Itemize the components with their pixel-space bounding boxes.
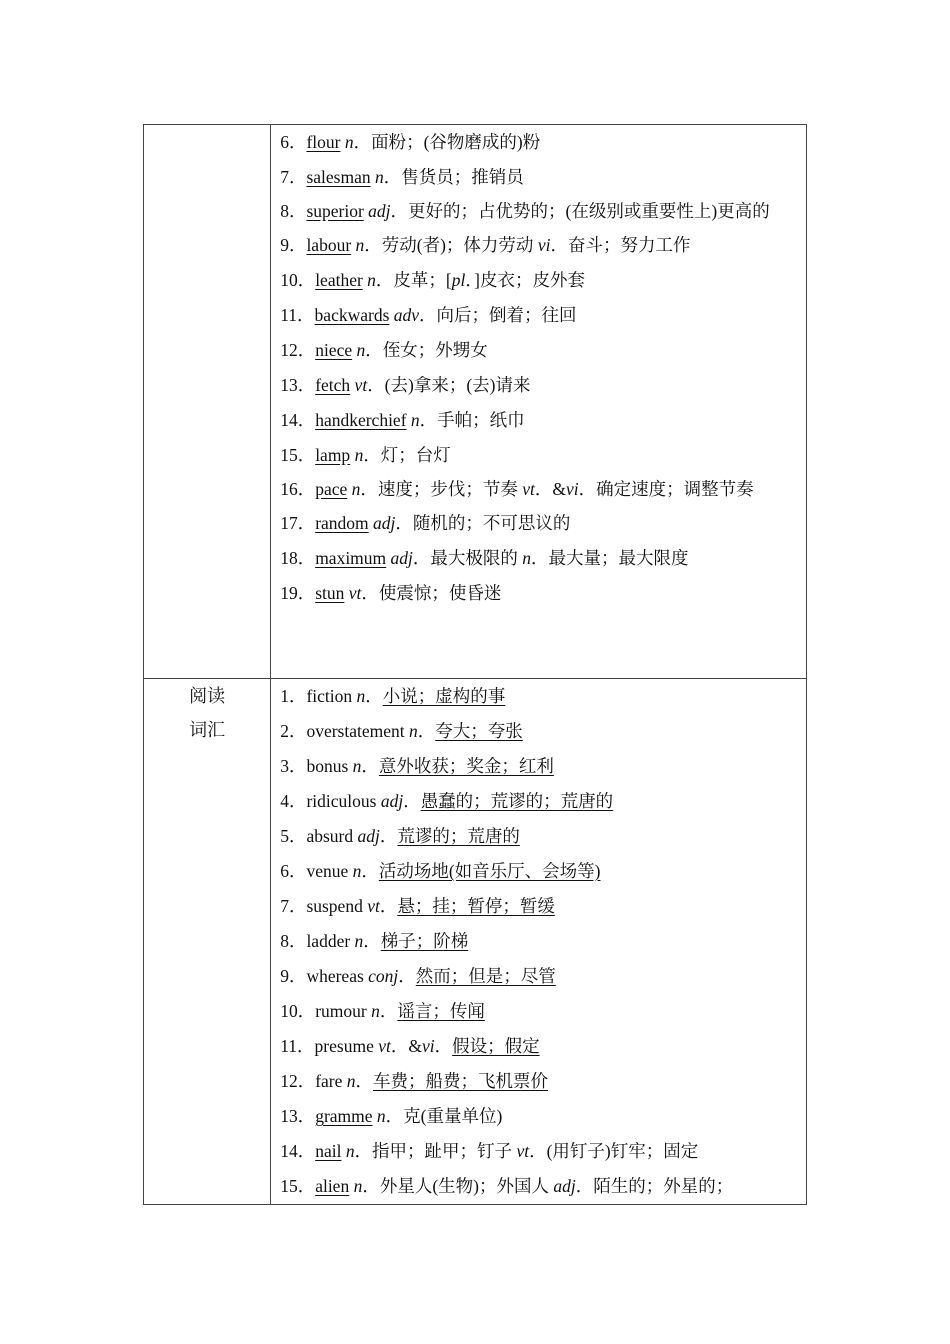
entry-pos-2: vt — [516, 1141, 530, 1161]
entry-pos: n — [355, 235, 365, 255]
entry-number: 9． — [280, 966, 307, 986]
entry-definition: ．面粉；(谷物磨成的)粉 — [353, 132, 541, 152]
entry-definition: ．侄女；外甥女 — [365, 340, 488, 360]
entry-answer: 愚蠢的；荒谬的；荒唐的 — [420, 791, 614, 811]
entry-word: maximum — [315, 548, 387, 568]
entry-pos: adj — [390, 548, 413, 568]
entry-word: absurd — [306, 826, 354, 846]
entry-number: 6． — [280, 861, 307, 881]
entry-definition-2: ． — [434, 1036, 453, 1056]
entry-definition: ． — [379, 826, 398, 846]
entry-pos: vt — [354, 375, 368, 395]
vocab-entry — [271, 298, 806, 333]
entry-pos: n — [345, 1141, 355, 1161]
vocab-entry — [271, 1134, 806, 1169]
entry-answer: 荒谬的；荒唐的 — [397, 826, 520, 846]
entry-definition-3: ．确定速度；调整节奏 — [578, 479, 754, 499]
entry-definition: ．& — [390, 1036, 422, 1056]
vocab-entry — [271, 438, 806, 473]
vocab-entry — [271, 576, 806, 611]
entry-pos: vt — [378, 1036, 391, 1056]
section-label-vocabulary: 词汇 — [189, 720, 226, 740]
entry-word: nail — [315, 1141, 342, 1161]
vocab-entry — [271, 959, 806, 994]
entry-pos: n — [354, 931, 364, 951]
entry-number: 1． — [280, 686, 307, 706]
entry-definition: ．售货员；推销员 — [383, 167, 524, 187]
entry-word: labour — [306, 235, 352, 255]
vocab-entry — [271, 924, 806, 959]
entry-pos: n — [408, 721, 418, 741]
entry-pos: conj — [368, 966, 399, 986]
entry-answer: 意外收获；奖金；红利 — [378, 756, 554, 776]
entry-definition: ．劳动(者)；体力劳动 — [364, 235, 538, 255]
section-row-2 — [144, 679, 807, 1205]
entry-pos-2: n — [522, 548, 532, 568]
section-row-1 — [144, 125, 807, 679]
entry-word: backwards — [314, 305, 390, 325]
entry-definition: ． — [417, 721, 436, 741]
entry-number: 15． — [280, 445, 316, 465]
entry-pos: n — [346, 1071, 356, 1091]
vocab-entry — [271, 679, 806, 714]
entry-word: leather — [315, 270, 363, 290]
entry-definition: ．指甲；趾甲；钉子 — [354, 1141, 517, 1161]
entry-definition: ．向后；倒着；往回 — [419, 305, 577, 325]
entry-definition: ．随机的；不可思议的 — [395, 513, 571, 533]
entry-pos: adj — [380, 791, 404, 811]
vocab-entry — [271, 784, 806, 819]
entry-pos: n — [354, 445, 364, 465]
entry-number: 9． — [280, 235, 307, 255]
entry-number: 7． — [280, 896, 307, 916]
entry-word: lamp — [315, 445, 351, 465]
vocab-entry — [271, 228, 806, 263]
entry-answer: 夸大；夸张 — [435, 721, 523, 741]
entry-pos: n — [374, 167, 384, 187]
entry-number: 10． — [280, 270, 316, 290]
entry-word: flour — [306, 132, 341, 152]
entry-pos: n — [371, 1001, 380, 1021]
entry-pos-2: vt — [522, 479, 535, 499]
entry-answer: 梯子；阶梯 — [380, 931, 469, 951]
entry-number: 3． — [280, 756, 307, 776]
vocab-entry — [271, 473, 806, 506]
entry-definition: ． — [363, 931, 381, 951]
entry-definition: ．更好的；占优势的；(在级别或重要性上)更高的 — [390, 201, 770, 221]
entry-word: presume — [314, 1036, 374, 1056]
entry-number: 16． — [280, 479, 316, 499]
entry-number: 7． — [280, 167, 307, 187]
entry-number: 13． — [280, 1106, 316, 1126]
vocab-entry — [271, 263, 806, 298]
entry-pos: n — [376, 1106, 386, 1126]
vocab-entry — [271, 1099, 806, 1134]
entry-number: 14． — [280, 410, 316, 430]
vocab-entry — [271, 889, 806, 924]
entry-definition-2: ．]皮衣；皮外套 — [465, 270, 585, 290]
entry-number: 5． — [280, 826, 307, 846]
entry-definition-2: ．陌生的；外星的； — [575, 1176, 734, 1196]
vocab-entry — [271, 1029, 806, 1064]
entry-number: 18． — [280, 548, 316, 568]
entry-number: 14． — [280, 1141, 316, 1161]
entry-pos: adj — [357, 826, 380, 846]
entry-definition: ．最大极限的 — [412, 548, 523, 568]
entry-number: 15． — [280, 1176, 316, 1196]
entry-word: whereas — [306, 966, 364, 986]
vocab-entry — [271, 819, 806, 854]
vocab-entry — [271, 506, 806, 541]
entry-word: fare — [315, 1071, 343, 1091]
entry-word: pace — [315, 479, 348, 499]
entry-answer: 假设；假定 — [452, 1036, 540, 1056]
vocab-entry — [271, 541, 806, 576]
entry-word: rumour — [315, 1001, 367, 1021]
entry-pos-3: vi — [566, 479, 579, 499]
entry-pos: vt — [348, 583, 362, 603]
section-label-reading: 阅读 — [189, 686, 226, 706]
entry-definition: ．使震惊；使昏迷 — [361, 583, 502, 603]
entry-definition: ． — [379, 896, 398, 916]
entry-answer: 谣言；传闻 — [397, 1001, 485, 1021]
entry-pos-2: vi — [537, 235, 551, 255]
entry-word: niece — [315, 340, 353, 360]
entry-number: 13． — [280, 375, 316, 395]
entry-pos: n — [352, 861, 362, 881]
entry-word: salesman — [306, 167, 371, 187]
entry-pos: n — [367, 270, 376, 290]
entry-word: stun — [315, 583, 345, 603]
entry-definition: ．速度；步伐；节奏 — [360, 479, 523, 499]
entry-definition: ． — [355, 1071, 374, 1091]
entry-pos-2: vi — [421, 1036, 435, 1056]
entry-number: 19． — [280, 583, 316, 603]
entry-definition: ．皮革；[ — [375, 270, 452, 290]
entry-definition: ．外星人(生物)；外国人 — [362, 1176, 554, 1196]
section-label-cell-2 — [144, 679, 271, 1205]
entry-pos: n — [356, 340, 366, 360]
vocab-entry — [271, 714, 806, 749]
entry-number: 11． — [280, 305, 315, 325]
entry-pos: n — [356, 686, 366, 706]
vocab-entry — [271, 1169, 806, 1204]
entry-pos: adj — [373, 513, 396, 533]
vocab-entry — [271, 195, 806, 228]
entry-word: random — [315, 513, 369, 533]
entry-number: 12． — [280, 340, 316, 360]
entry-word: ladder — [306, 931, 351, 951]
vocab-entry — [271, 125, 806, 160]
entry-number: 10． — [280, 1001, 316, 1021]
entry-pos-2: pl — [451, 270, 466, 290]
section-entries-cell-1 — [271, 125, 807, 679]
vocab-entry — [271, 1064, 806, 1099]
vocab-entry — [271, 333, 806, 368]
entry-word: superior — [306, 201, 364, 221]
entry-definition: ． — [403, 791, 421, 811]
entry-word: alien — [315, 1176, 350, 1196]
entry-answer: 活动场地(如音乐厅、会场等) — [378, 861, 601, 881]
entry-number: 6． — [280, 132, 307, 152]
entry-answer: 小说；虚构的事 — [382, 686, 506, 706]
entry-answer: 然而；但是；尽管 — [415, 966, 556, 986]
entry-pos: n — [351, 479, 361, 499]
vocabulary-table — [143, 124, 807, 1205]
entry-word: overstatement — [306, 721, 405, 741]
entry-pos: adj — [368, 201, 391, 221]
entry-definition: ． — [398, 966, 416, 986]
entry-definition: ． — [361, 861, 379, 881]
section-entries-cell-2 — [271, 679, 807, 1205]
entry-pos: n — [344, 132, 354, 152]
entry-word: fetch — [315, 375, 351, 395]
entry-definition-2: ．(用钉子)钉牢；固定 — [529, 1141, 699, 1161]
entry-definition: ．灯；台灯 — [363, 445, 451, 465]
entry-pos: n — [353, 1176, 363, 1196]
section-label-cell-1 — [144, 125, 271, 679]
entry-number: 12． — [280, 1071, 316, 1091]
entry-definition: ． — [365, 686, 383, 706]
entry-answer: 悬；挂；暂停；暂缓 — [397, 896, 555, 916]
vocab-entry — [271, 160, 806, 195]
entry-definition: ． — [379, 1001, 398, 1021]
entry-number: 8． — [280, 201, 307, 221]
entry-number: 11． — [280, 1036, 315, 1056]
entry-pos: adv — [393, 305, 420, 325]
entry-word: handkerchief — [315, 410, 407, 430]
entry-pos-2: adj — [553, 1176, 576, 1196]
entry-definition-2: ．& — [534, 479, 567, 499]
entry-word: bonus — [306, 756, 349, 776]
entry-word: venue — [306, 861, 349, 881]
entry-answer: 车费；船费；飞机票价 — [373, 1071, 549, 1091]
entry-number: 2． — [280, 721, 307, 741]
vocab-entry — [271, 368, 806, 403]
entry-pos: n — [410, 410, 420, 430]
entry-word: gramme — [315, 1106, 373, 1126]
entry-pos: vt — [367, 896, 380, 916]
entry-definition-2: ．奋斗；努力工作 — [550, 235, 691, 255]
entry-definition: ．手帕；纸巾 — [419, 410, 525, 430]
entry-pos: n — [352, 756, 362, 776]
entry-word: fiction — [306, 686, 353, 706]
entry-definition-2: ．最大量；最大限度 — [531, 548, 689, 568]
entry-number: 8． — [280, 931, 307, 951]
entry-number: 17． — [280, 513, 316, 533]
vocab-entry — [271, 403, 806, 438]
vocab-entry — [271, 749, 806, 784]
entry-definition: ．克(重量单位) — [385, 1106, 503, 1126]
vocab-entry — [271, 854, 806, 889]
entry-word: ridiculous — [306, 791, 377, 811]
vocab-entry — [271, 994, 806, 1029]
entry-definition: ． — [361, 756, 379, 776]
entry-number: 4． — [280, 791, 307, 811]
entry-word: suspend — [306, 896, 368, 916]
entry-definition: ．(去)拿来；(去)请来 — [367, 375, 531, 395]
